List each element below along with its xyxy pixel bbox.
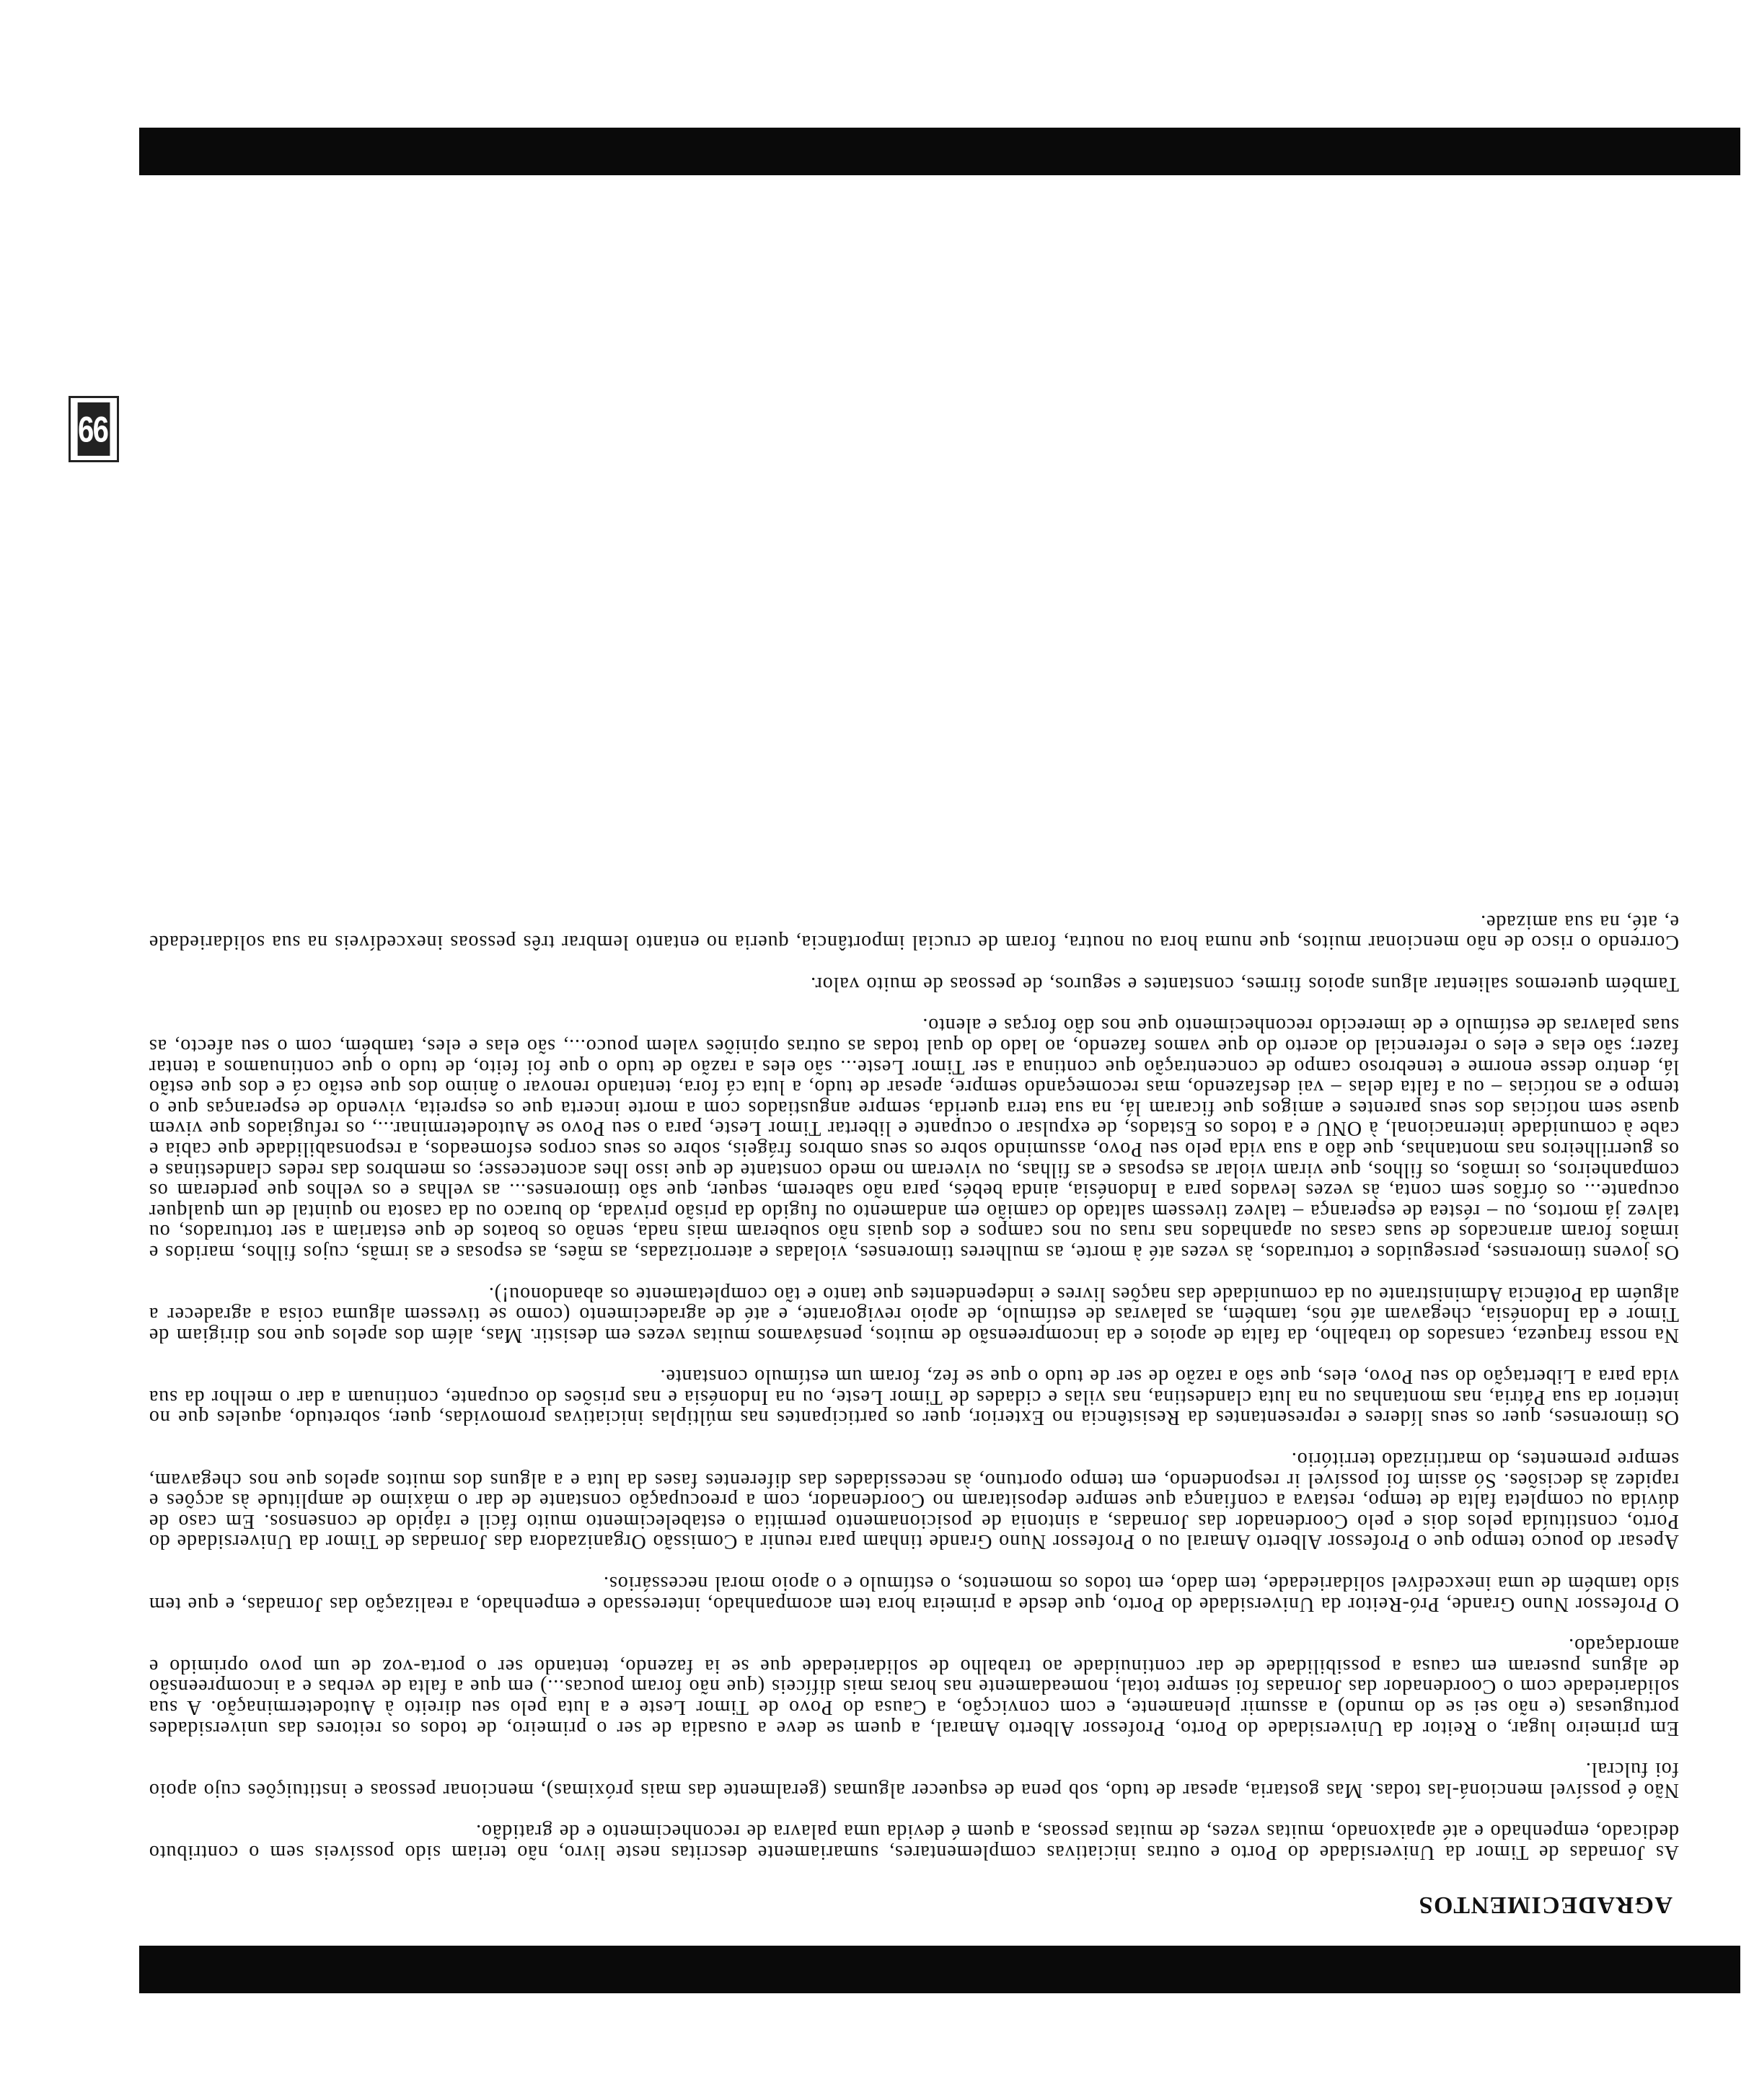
body-text [149,890,1679,1862]
paragraph: Os jovens timorenses, perseguidos e torturados, às vezes até à morte, as mulheres timorenses, violadas e aterrorizadas, as mães, as esposas e as irmãs, cujos filhos, maridos e irmãos foram arrancados de suas casas ou apanhados nas ruas ou nos campos e dos quais não souberam mais nada, senão os boatos de que estariam a ser torturados, ou talvez já mortos, ou – réstea de esperança – talvez tivessem saltado do camião em andamento ou fugido da prisão privada, do buraco ou da casota no quintal de um qualquer ocupante... os órfãos sem conta, às vezes levados para a Indonésia, ainda bebés, para não saberem, sequer, que são timorenses... as velhas e os velhos que perderam os companheiros, os irmãos, os filhos, que viram violar as esposas e as filhas, ou viveram no medo constante de que isso lhes acontecesse; os membros das redes clandestinas e os guerrilheiros nas montanhas, que dão a sua vida pelo seu Povo, assumindo sobre os seus ombros frágeis, sobre os seus corpos esfomeados, a responsabilidade que cabia e cabe à comunidade internacional, à ONU e a todos os Estados, de expulsar o ocupante e libertar Timor Leste, para o seu Povo se Autodeterminar..., os refugiados que vivem quase sem notícias dos seus parentes e amigos que ficaram lá, na sua terra querida, sempre angustiados com a morte incerta que os espreita, vivendo de esperanças que o tempo e as notícias – ou a falta delas – vai desfazendo, mas recomeçando sempre, apesar de tudo, a luta cá fora, tentando renovar o ânimo dos que estão cá e dos que estão lá, dentro desse enorme e tenebroso campo de concentração que continua a ser Timor Leste... são eles a razão de tudo o que foi feito, de tudo o que continuamos a tentar fazer; são elas e eles o referencial do acerto do que vamos fazendo, ao lado do qual todas as outras opiniões valem pouco..., são elas e eles, também, com o seu afecto, as suas palavras de estímulo e de imerecido reconhecimento que nos dão forças e alento. [149,1014,1679,1263]
paragraph: As Jornadas de Timor da Universidade do Porto e outras iniciativas complementares, sumariamente descritas neste livro, não teriam sido possíveis sem o contributo dedicado, empenhado e até apaixonado, muitas vezes, de muitas pessoas, a quem é devida uma palavra de reconhecimento e de gratidão. [149,1820,1679,1863]
footer-black-bar [139,128,1740,175]
paragraph: Os timorenses, quer os seus líderes e representantes da Resistência no Exterior, quer os participantes nas múltiplas iniciativas promovidas, quer, sobretudo, aqueles que no interior da sua Pátria, nas montanhas ou na luta clandestina, nas vilas e cidades de Timor Leste, ou na Indonésia e nas prisões do ocupante, continuam a dar o melhor da sua vida para a Libertação do seu Povo, eles, que são a razão de ser de tudo o que se fez, foram um estímulo constante. [149,1365,1679,1429]
paragraph: Correndo o risco de não mencionar muitos, que numa hora ou noutra, foram de crucial importância, queria no entanto lembrar três pessoas inexcedíveis na sua solidariedade e, até, na sua amizade. [149,910,1679,954]
paragraph: Em primeiro lugar, o Reitor da Universidade do Porto, Professor Alberto Amaral, a quem se deve a ousadia de ser o primeiro, de todos os reitores das universidades portuguesas (e não sei se do mundo) a assumir plenamente, e com convicção, a Causa do Povo de Timor Leste e a luta pelo seu direito à Autodeterminação. A sua solidariedade com o Coordenador das Jornadas foi sempre total, nomeadamente nas horas mais difíceis (que não foram poucas...) em que a falta de verbas e a incompreensão de alguns puseram em causa a possibilidade de dar continuidade ao trabalho de solidariedade que se ia fazendo, tentando ser o porta-voz de um povo oprimido e amordaçado. [149,1634,1679,1739]
paragraph: Apesar do pouco tempo que o Professor Alberto Amaral ou o Professor Nuno Grande tinham para reunir a Comissão Organizadora das Jornadas de Timor da Universidade do Porto, constituída pelos dois e pelo Coordenador das Jornadas, a sintonia de posicionamento permitia o estabelecimento muito fácil e rápido de consensos. Em caso de dúvida ou completa falta de tempo, restava a confiança que sempre depositaram no Coordenador, com a preocupação constante de dar o máximo de amplitude às acções e rapidez às decisões. Só assim foi possível ir respondendo, em tempo oportuno, às necessidades das diferentes fases da luta e a alguns dos muitos apelos que nos chegavam, sempre prementes, do martirizado território. [149,1448,1679,1553]
paragraph: Não é possível mencioná-las todas. Mas gostaria, apesar de tudo, sob pena de esquecer algumas (geralmente das mais próximas), mencionar pessoas e instituições cujo apoio foi fulcral. [149,1758,1679,1801]
header-black-bar [139,1946,1740,1993]
page-title: AGRADECIMENTOS [1418,1892,1673,1918]
paragraph: Na nossa fraqueza, cansados do trabalho, da falta de apoios e da incompreensão de muitos, pensávamos muitas vezes em desistir. Mas, além dos apelos que nos dirigiam de Timor e da Indonésia, chegavam até nós, também, as palavras de estímulo, de apoio revigorante, e até de agradecimento (como se tivessem alguma coisa a agradecer a alguém da Potência Administrante ou da comunidade das nações livres e independentes que tanto e tão completamente os abandonou!). [149,1282,1679,1346]
page-number-box [69,396,119,462]
page-number: 99 [78,402,110,456]
paragraph: Também queremos salientar alguns apoios firmes, constantes e seguros, de pessoas de muito valor. [810,972,1679,995]
paragraph: O Professor Nuno Grande, Pró-Reitor da Universidade do Porto, que desde a primeira hora tem acompanhado, interessado e empenhado, a realização das Jornadas, e que tem sido também de uma inexcedível solidariedade, tem dado, em todos os momentos, o estímulo e o apoio moral necessários. [149,1572,1679,1615]
